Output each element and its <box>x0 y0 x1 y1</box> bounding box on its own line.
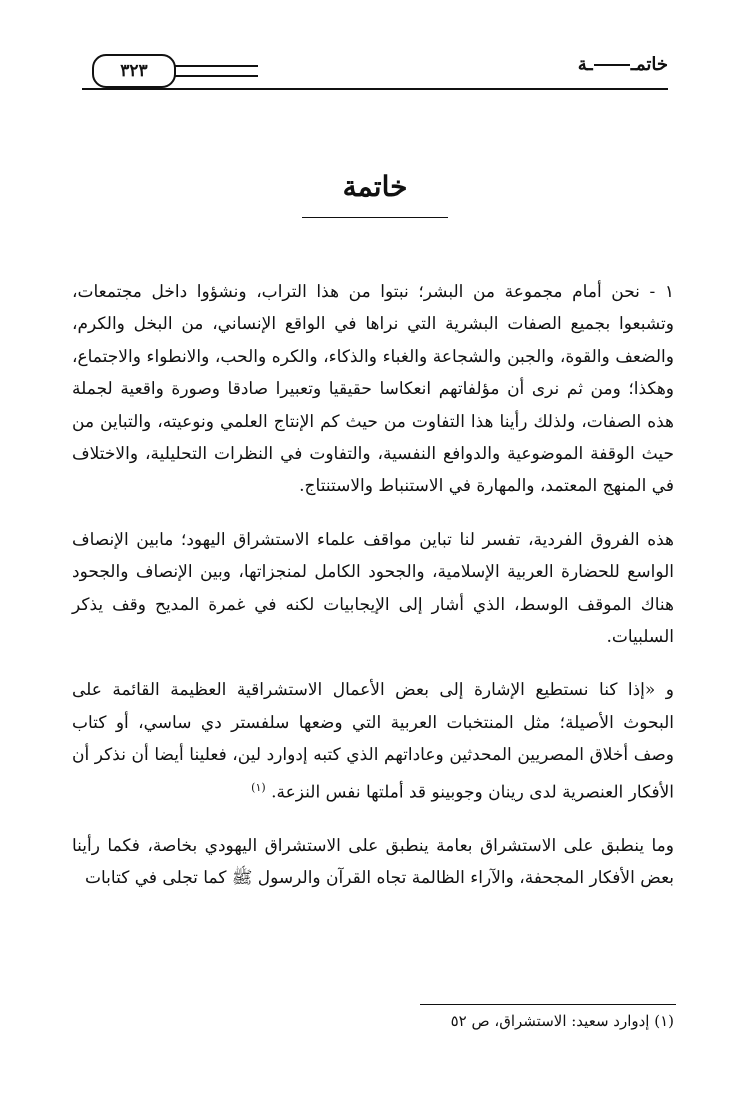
body-text <box>72 276 674 916</box>
running-header-title-end: ـة <box>577 54 593 75</box>
page-number-text: ٣٢٣ <box>120 61 148 81</box>
paragraph-3-text: و «إذا كنا نستطيع الإشارة إلى بعض الأعمال الاستشراقية العظيمة القائمة على البحوث الأصيلة؛ مثل المنتخبات العربية التي وضعها سلفستر دي ساسي، أو كتاب وصف أخلاق المصريين المحدثين وعاداتهم الذي كتبه إدوارد لين، فعلينا أيضا أن نذكر أن الأفكار العنصرية لدى رينان وجوبينو قد أملتها نفس النزعة. <box>72 680 674 803</box>
paragraph-3 <box>72 674 674 808</box>
running-header-title <box>578 54 668 75</box>
header-double-line <box>174 65 258 77</box>
header-rule <box>82 88 668 90</box>
paragraph-2: هذه الفروق الفردية، تفسر لنا تباين مواقف علماء الاستشراق اليهود؛ مابين الإنصاف الواسع للحضارة العربية الإسلامية، والجحود الكامل لمنجزاتها، وبين الإنصاف والجحود هناك الموقف الوسط، الذي أشار إلى الإيجابيات لكنه في غمرة المديح وقف يذكر السلبيات. <box>72 529 674 648</box>
header-title-kashida <box>594 64 630 66</box>
chapter-title: خاتمة <box>342 170 408 203</box>
footnote-reference: (١) <box>251 780 266 794</box>
footnote-1: (١) إدوارد سعيد: الاستشراق، ص ٥٢ <box>450 1012 674 1030</box>
running-header-title-start: خاتمـ <box>630 54 668 75</box>
paragraph-1: ١ - نحن أمام مجموعة من البشر؛ نبتوا من هذا التراب، ونشؤوا داخل مجتمعات، وتشبعوا بجميع الصفات البشرية التي نراها في الواقع الإنساني، من البخل والكرم، والضعف والقوة، والجبن والشجاعة والغباء والذكاء، والكره والحب، والانطواء والاجتماع، وهكذا؛ ومن ثم نرى أن مؤلفاتهم انعكاسا حقيقيا وتعبيرا صادقا وصورة واقعية لجملة هذه الصفات، ولذلك رأينا هذا التفاوت من حيث كم الإنتاج العلمي ونوعيته، والتباين من حيث الوقفة الموضوعية والدوافع النفسية، والتفاوت في النظرات التحليلية، والاختلاف في المنهج المعتمد، والمهارة في الاستنباط والاستنتاج. <box>72 282 674 497</box>
footnote-rule <box>420 1004 676 1005</box>
page-header <box>82 50 668 90</box>
paragraph-4: وما ينطبق على الاستشراق بعامة ينطبق على الاستشراق اليهودي بخاصة، فكما رأينا بعض الأفكار المجحفة، والآراء الظالمة تجاه القرآن والرسول ﷺ كما تجلى في كتابات <box>72 835 674 889</box>
page-number <box>92 54 176 88</box>
title-underline <box>302 217 448 218</box>
